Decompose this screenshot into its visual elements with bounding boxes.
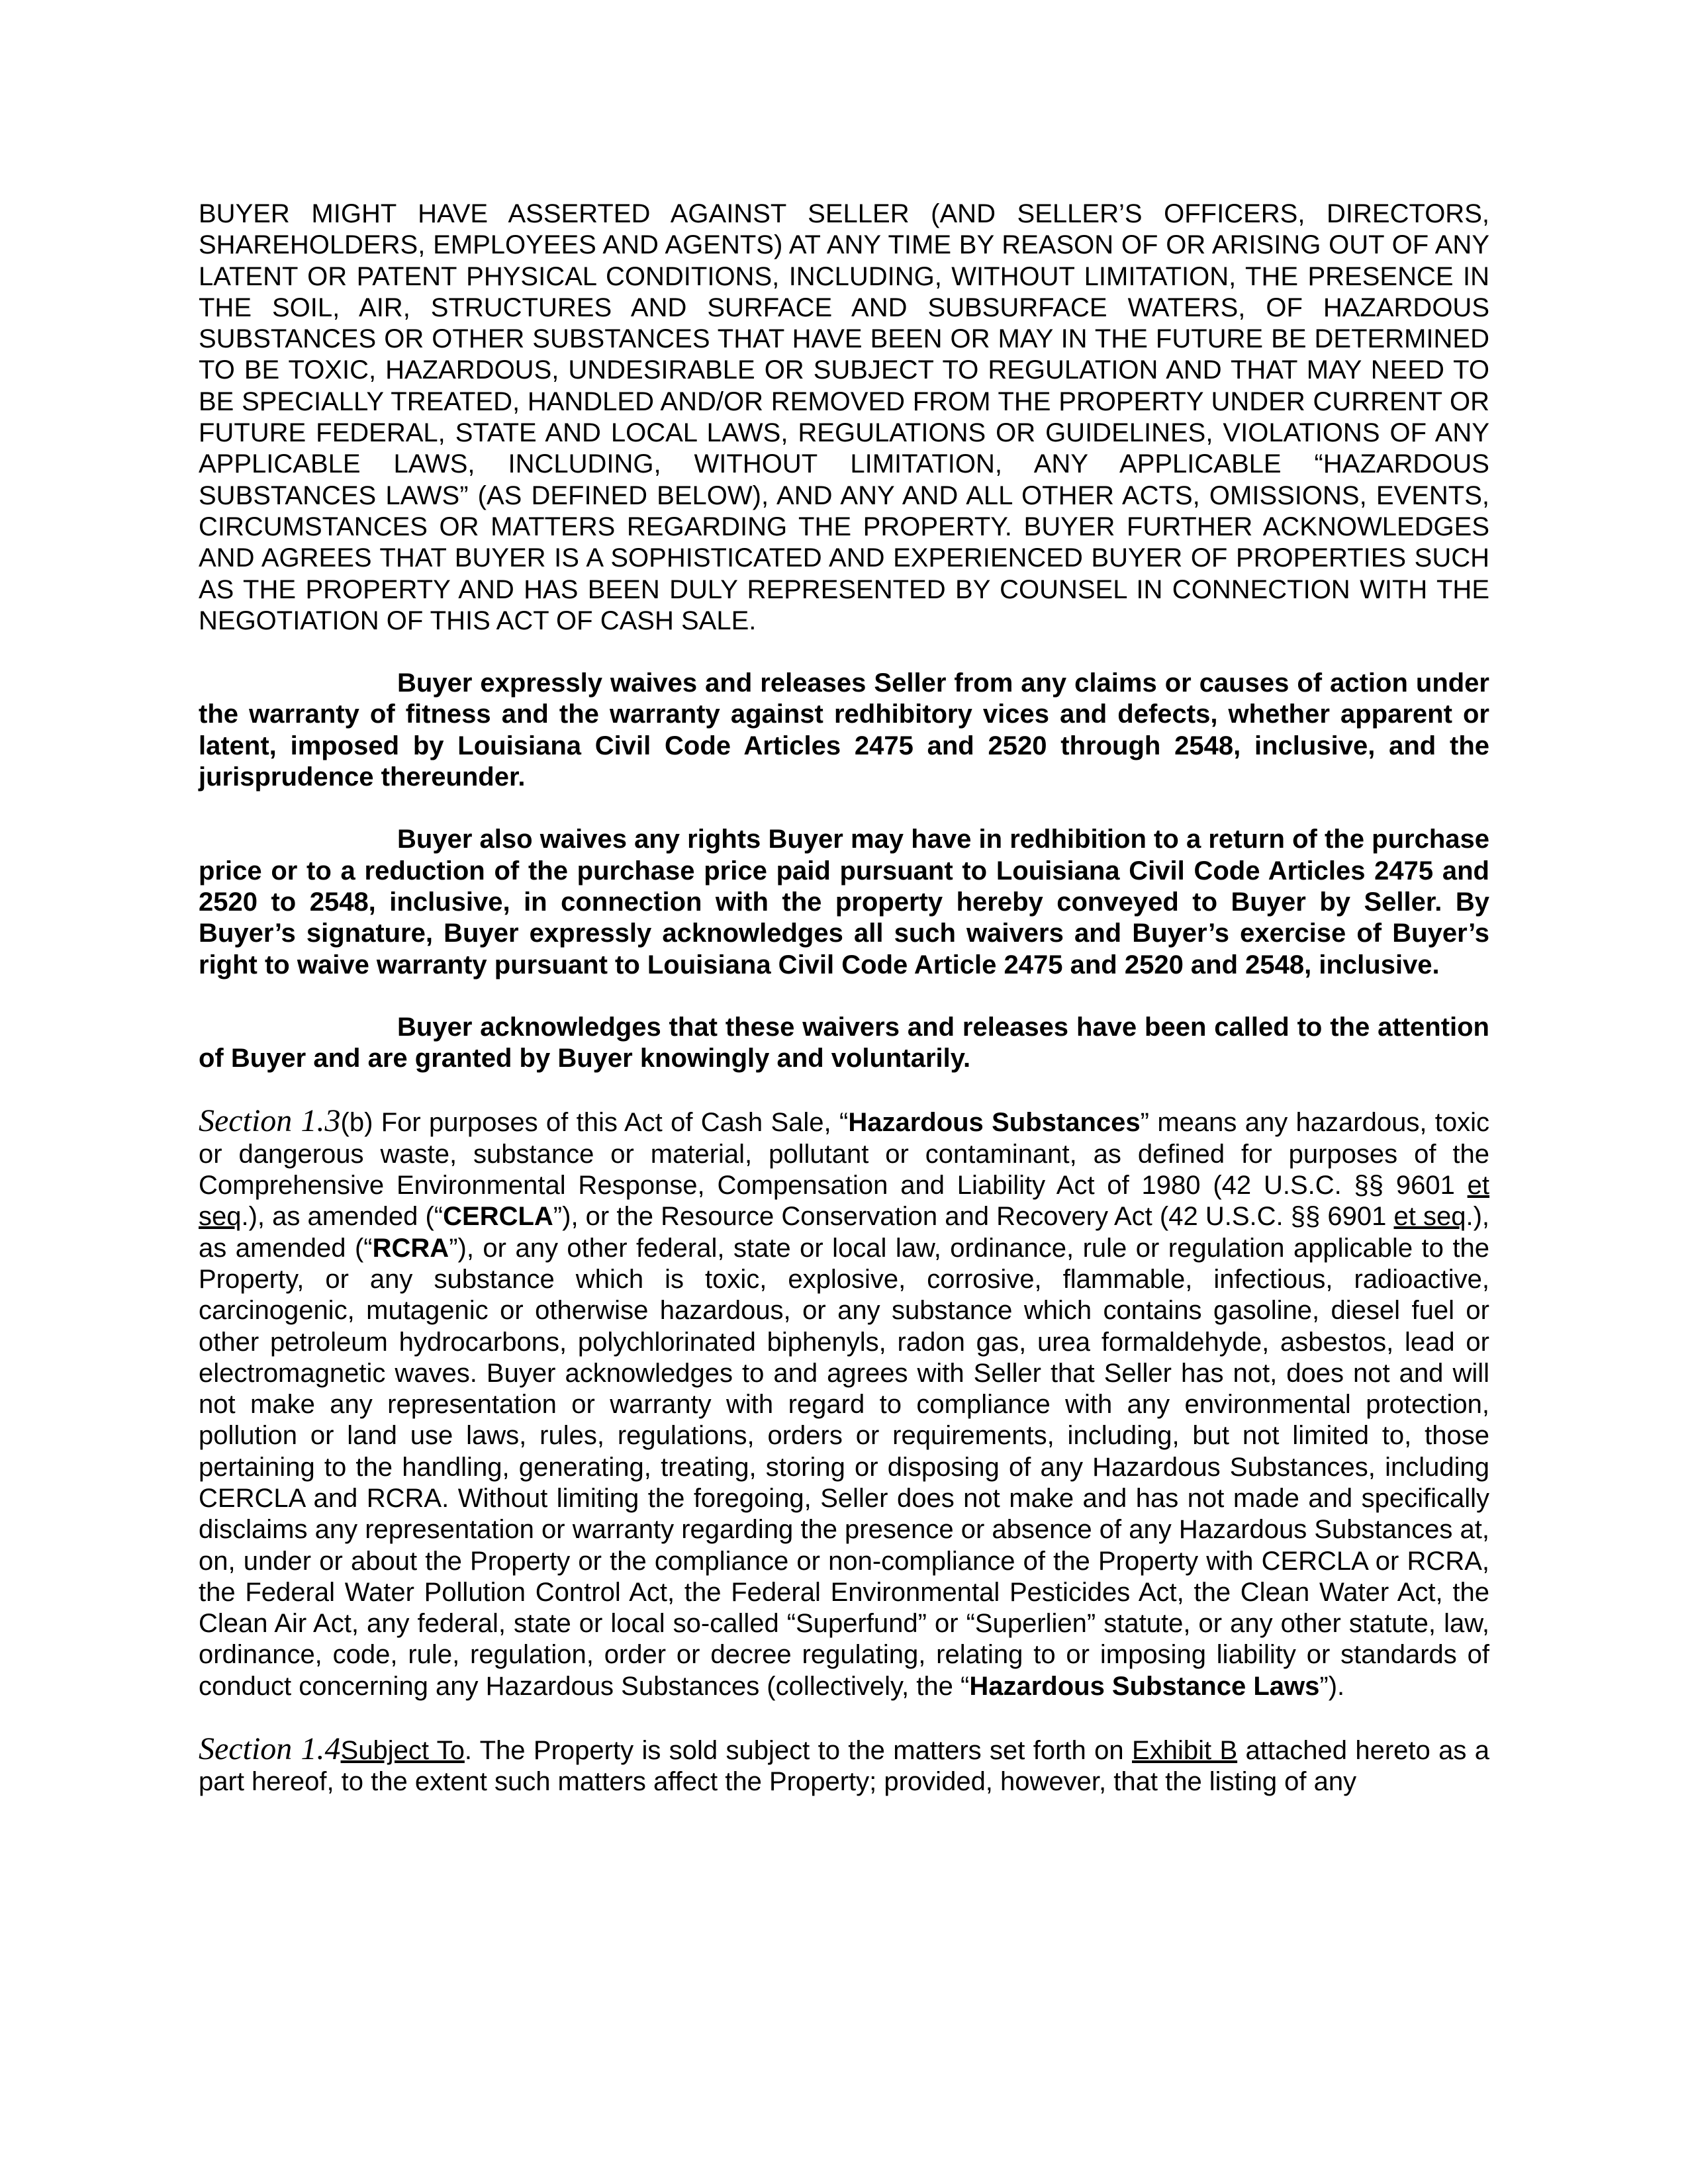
section-1-3-text: ”). — [1319, 1671, 1345, 1701]
exhibit-b-reference: Exhibit B — [1132, 1736, 1238, 1766]
section-1-3-text: .), as amended (“ — [241, 1202, 444, 1232]
section-1-4-text: attached hereto as a part hereof, to the extent such matters affect the Property; provided, however, that the listing of any — [199, 1736, 1489, 1797]
document-page — [199, 199, 1489, 1798]
waiver-caps-paragraph: BUYER MIGHT HAVE ASSERTED AGAINST SELLER (AND SELLER’S OFFICERS, DIRECTORS, SHAREHOLDERS, EMPLOYEES AND AGENTS) AT ANY TIME BY REASON OF OR ARISING OUT OF ANY LATENT OR PATENT PHYSICAL CONDITIONS, INCLUDING, WITHOUT LIMITATION, THE PRESENCE IN THE SOIL, AIR, STRUCTURES AND SURFACE AND SUBSURFACE WATERS, OF HAZARDOUS SUBSTANCES OR OTHER SUBSTANCES THAT HAVE BEEN OR MAY IN THE FUTURE BE DETERMINED TO BE TOXIC, HAZARDOUS, UNDESIRABLE OR SUBJECT TO REGULATION AND THAT MAY NEED TO BE SPECIALLY TREATED, HANDLED AND/OR REMOVED FROM THE PROPERTY UNDER CURRENT OR FUTURE FEDERAL, STATE AND LOCAL LAWS, REGULATIONS OR GUIDELINES, VIOLATIONS OF ANY APPLICABLE LAWS, INCLUDING, WITHOUT LIMITATION, ANY APPLICABLE “HAZARDOUS SUBSTANCES LAWS” (AS DEFINED BELOW), AND ANY AND ALL OTHER ACTS, OMISSIONS, EVENTS, CIRCUMSTANCES OR MATTERS REGARDING THE PROPERTY. BUYER FURTHER ACKNOWLEDGES AND AGREES THAT BUYER IS A SOPHISTICATED AND EXPERIENCED BUYER OF PROPERTIES SUCH AS THE PROPERTY AND HAS BEEN DULY REPRESENTED BY COUNSEL IN CONNECTION WITH THE NEGOTIATION OF THIS ACT OF CASH SALE. — [199, 199, 1489, 635]
waiver-acknowledgement-paragraph: Buyer acknowledges that these waivers and releases have been called to the attention of Buyer and are granted by Buyer knowingly and voluntarily. — [199, 1012, 1489, 1073]
defined-term-rcra: RCRA — [372, 1233, 449, 1263]
section-1-3-number: Section 1.3 — [199, 1103, 341, 1139]
section-1-4-number: Section 1.4 — [199, 1731, 341, 1767]
section-1-3-text: .), as amended (“ — [199, 1202, 1490, 1263]
section-1-3-text: (b) For purposes of this Act of Cash Sale, “ — [340, 1108, 849, 1138]
et-seq-underlined: et seq — [1393, 1202, 1466, 1232]
section-1-3-paragraph — [199, 1105, 1489, 1702]
defined-term-cercla: CERCLA — [443, 1202, 553, 1232]
section-1-3-text: ” means any hazardous, toxic or dangerous waste, substance or material, pollutant or contaminant, as defined for purposes of the Comprehensive Environmental Response, Compensation and Liability Act of 1980 (42 U.S.C. §§ 9601 — [199, 1108, 1490, 1201]
section-1-3-text: ”), or the Resource Conservation and Recovery Act (42 U.S.C. §§ 6901 — [553, 1202, 1394, 1232]
waiver-redhibition-paragraph: Buyer also waives any rights Buyer may have in redhibition to a return of the purchase price or to a reduction of the purchase price paid pursuant to Louisiana Civil Code Articles 2475 and 2520 to 2548, inclusive, in connection with the property hereby conveyed to Buyer by Seller. By Buyer’s signature, Buyer expressly acknowledges all such waivers and Buyer’s exercise of Buyer’s right to waive warranty pursuant to Louisiana Civil Code Article 2475 and 2520 and 2548, inclusive. — [199, 825, 1489, 979]
section-1-4-text: . The Property is sold subject to the matters set forth on — [464, 1736, 1133, 1766]
et-seq-underlined: et seq — [199, 1171, 1489, 1232]
defined-term-hazardous-substances: Hazardous Substances — [848, 1108, 1141, 1138]
section-1-4-heading: Subject To — [340, 1736, 465, 1766]
waiver-fitness-paragraph: Buyer expressly waives and releases Seller from any claims or causes of action under the warranty of fitness and the warranty against redhibitory vices and defects, whether apparent or latent, imposed by Louisiana Civil Code Articles 2475 and 2520 through 2548, inclusive, and the jurisprudence thereunder. — [199, 668, 1489, 792]
section-1-3-text: ”), or any other federal, state or local law, ordinance, rule or regulation applicable to the Property, or any substance which is toxic, explosive, corrosive, flammable, infectious, radioactive, carcinogenic, mutagenic or otherwise hazardous, or any substance which contains gasoline, diesel fuel or other petroleum hydrocarbons, polychlorinated biphenyls, radon gas, urea formaldehyde, asbestos, lead or electromagnetic waves. Buyer acknowledges to and agrees with Seller that Seller has not, does not and will not make any representation or warranty with regard to compliance with any environmental protection, pollution or land use laws, rules, regulations, orders or requirements, including, but not limited to, those pertaining to the handling, generating, treating, storing or disposing of any Hazardous Substances, including CERCLA and RCRA. Without limiting the foregoing, Seller does not make and has not made and specifically disclaims any representation or warranty regarding the presence or absence of any Hazardous Substances at, on, under or about the Property or the compliance or non-compliance of the Property with CERCLA or RCRA, the Federal Water Pollution Control Act, the Federal Environmental Pesticides Act, the Clean Water Act, the Clean Air Act, any federal, state or local so-called “Superfund” or “Superlien” statute, or any other statute, law, ordinance, code, rule, regulation, order or decree regulating, relating to or imposing liability or standards of conduct concerning any Hazardous Substances (collectively, the “ — [199, 1233, 1489, 1701]
defined-term-hazardous-substance-laws: Hazardous Substance Laws — [969, 1671, 1320, 1701]
section-1-4-paragraph — [199, 1733, 1489, 1798]
